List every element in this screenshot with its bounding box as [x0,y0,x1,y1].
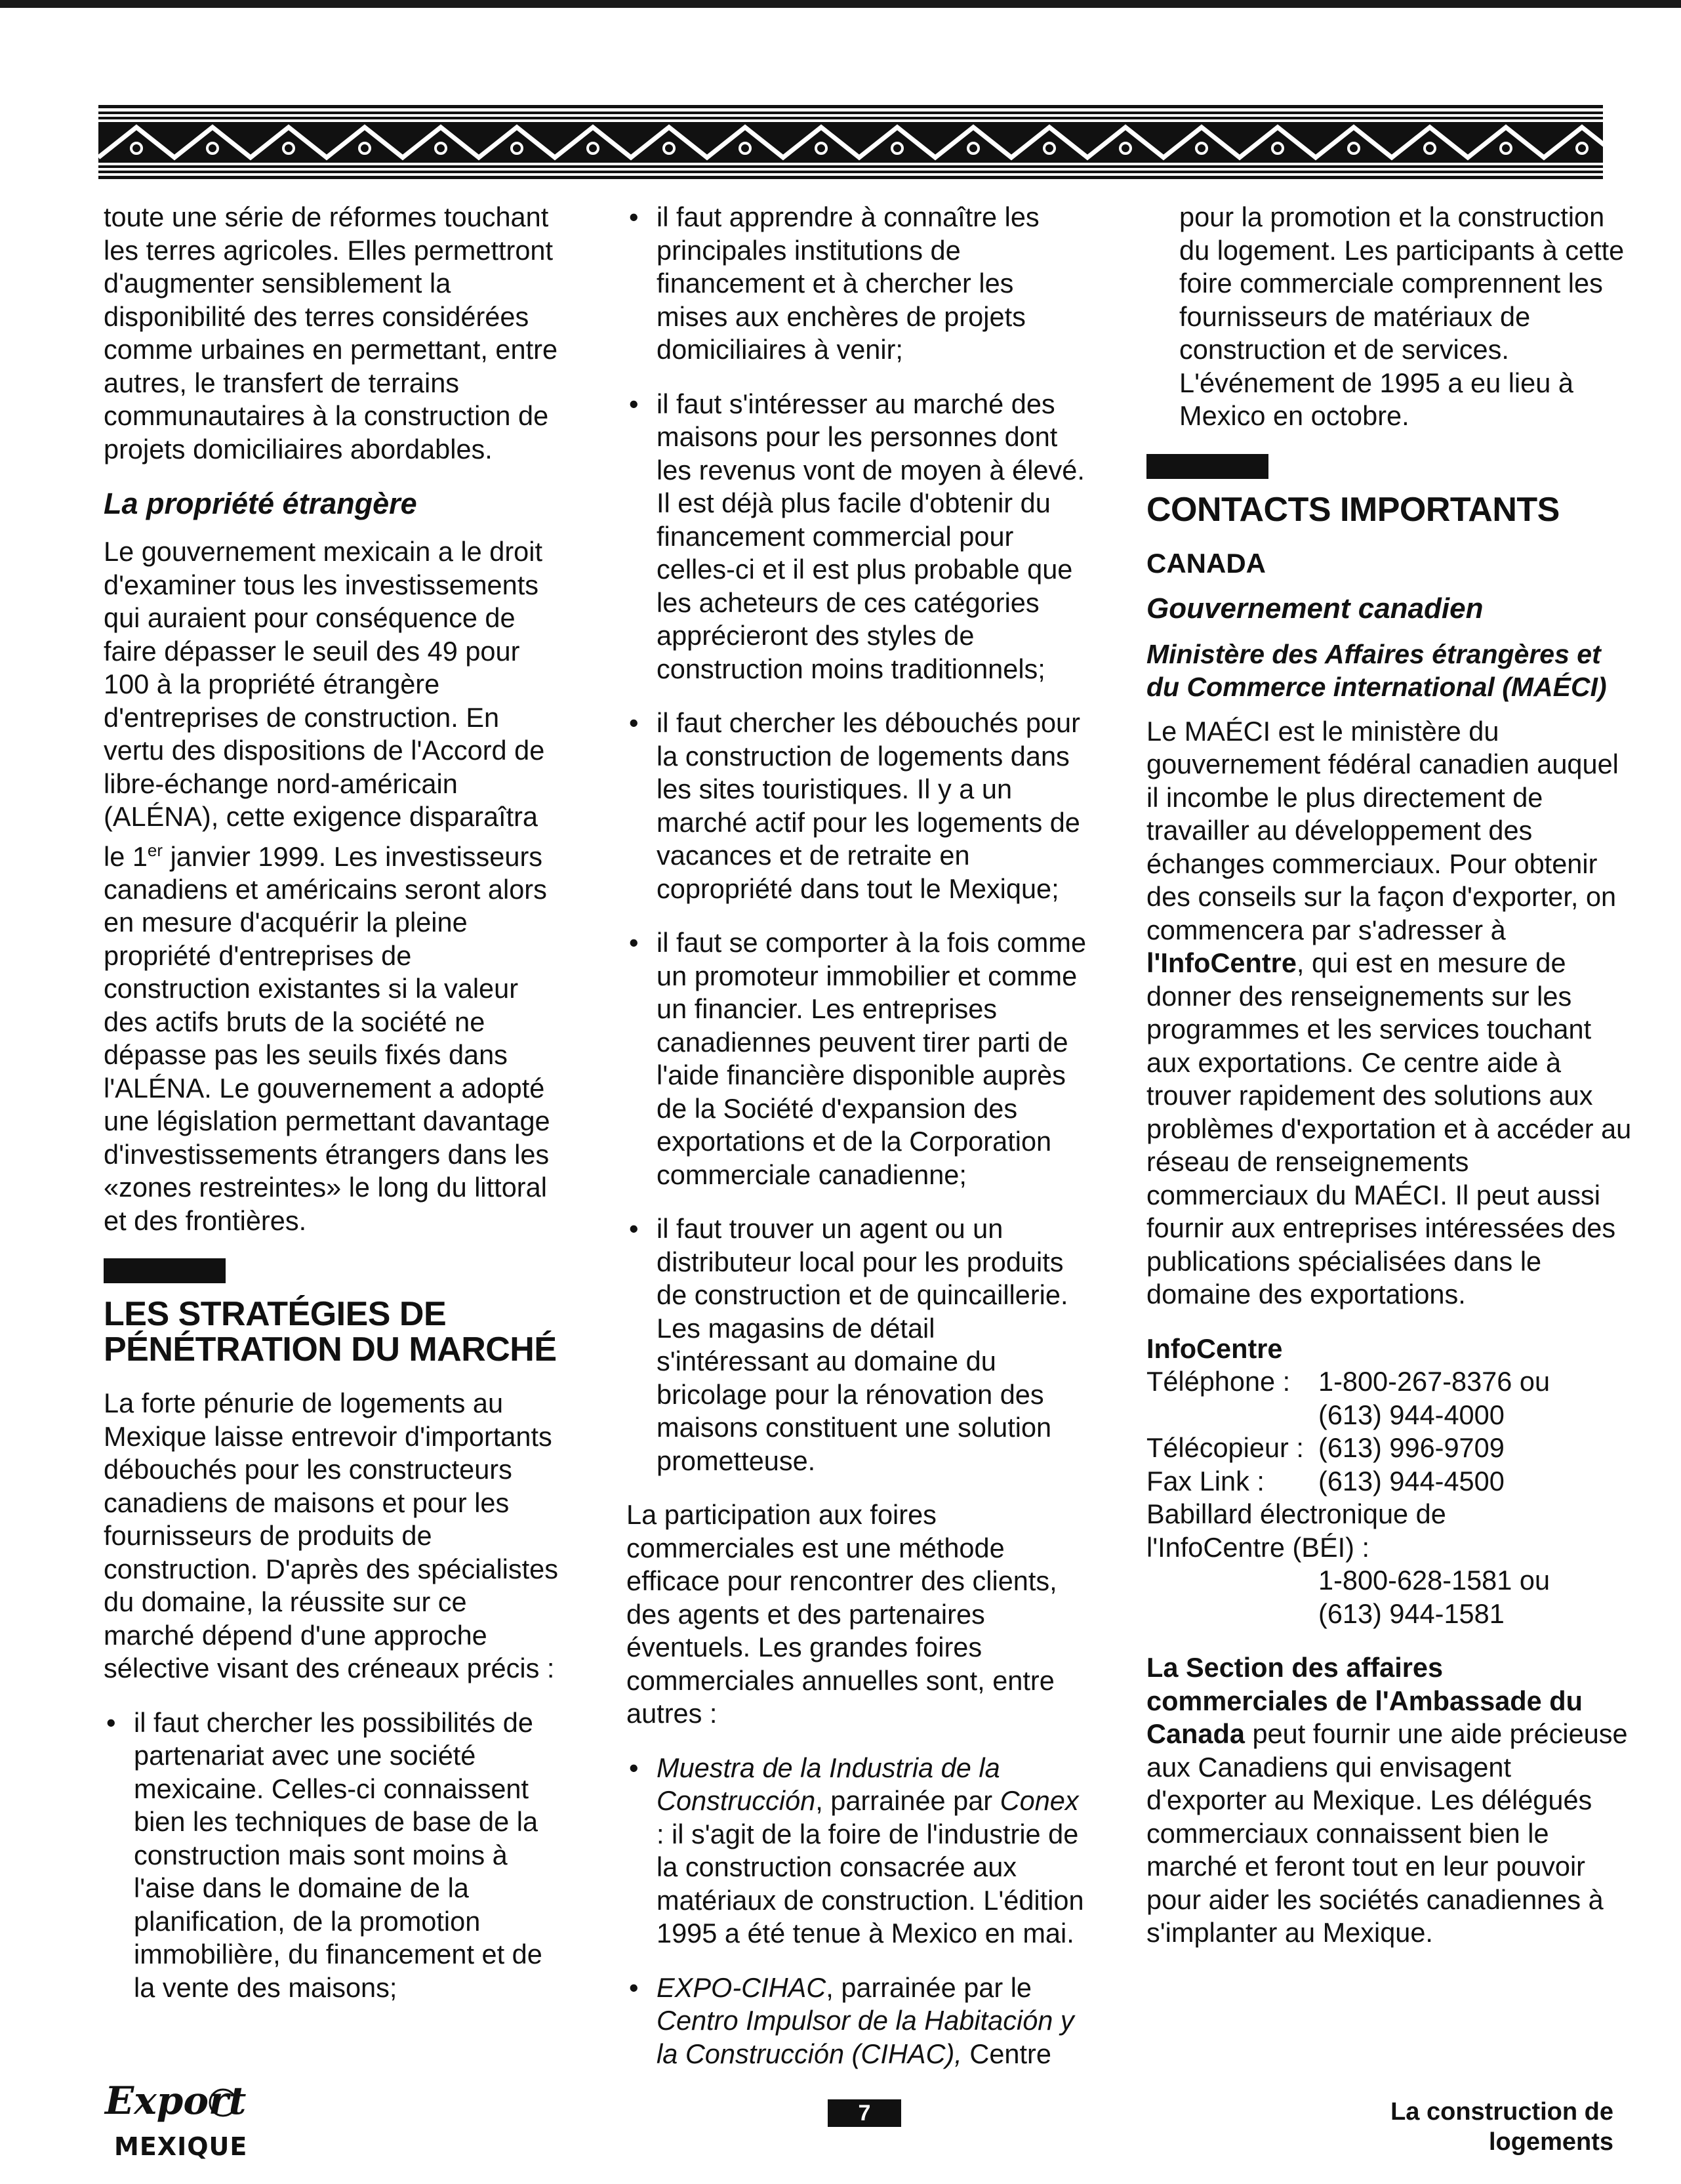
paragraph-gouvernement: Le gouvernement mexicain a le droit d'examiner tous les investissements qui auraient pour conséquence de faire dépasser le seuil des 49 pour 100 à la propriété étrangère d'entreprises de construction. En vertu des dispositions de l'Accord de libre-échange nord-américain (ALÉNA), cette exigence disparaîtra le 1er janvier 1999. Les investisseurs canadiens et américains seront alors en mesure d'acquérir la pleine propriété d'entreprises de construction existantes si la valeur des actifs bruts de la société ne dépasse pas les seuils fixés dans l'ALÉNA. Le gouvernement a adopté une législation permettant davantage d'investissements étrangers dans les «zones restreintes» le long du littoral et des frontières. [104,536,550,1236]
list-item: • il faut s'intéresser au marché des maisons pour les personnes dont les revenus vont de moyen à élevé. Il est déjà plus facile d'obtenir du financement commercial pour celles-ci et il est plus probable que les acheteurs de ces catégories apprécieront des styles de construction moins traditionnels; [626,388,1089,686]
paragraph-maeci: Le MAÉCI est le ministère du gouvernement fédéral canadien auquel il incombe le plus directement de travailler au développement des échanges commerciaux. Pour obtenir des conseils sur la façon d'exporter, on commencera par s'adresser à l'InfoCentre, qui est en mesure de donner des renseignements sur les programmes et les services touchant aux exportations. Ce centre aide à trouver rapidement des solutions aux problèmes d'exportation et à accéder au réseau de renseignements commerciaux du MAÉCI. Il peut aussi fournir aux entreprises intéressées des publications spécialisées dans le domaine des exportations. [1146,715,1632,1309]
page-number: 7 [828,2099,901,2127]
list-item: • Muestra de la Industria de la Construcción, parrainée par Conex : il s'agit de la foire de l'industrie de la construction consacrée aux matériaux de construction. L'édition 1995 a été tenue à Mexico en mai. [626,1752,1089,1950]
section-marker-bar [1146,454,1268,479]
phone-number: 1-800-267-8376 ou [1318,1366,1550,1397]
heading-strategies: LES STRATÉGIES DE PÉNÉTRATION DU MARCHÉ [104,1295,557,1369]
decorative-zigzag-banner [98,105,1603,180]
section-marker-bar [104,1258,226,1283]
list-item: • il faut se comporter à la fois comme un promoteur immobilier et comme un financier. Les entreprises canadiennes peuvent tirer parti de l'aide financière disponible auprès de la Société d'expansion des exportations et de la Corporation commerciale canadienne; [626,926,1089,1191]
list-item: • EXPO-CIHAC, parrainée par le Centro Impulsor de la Habitación y la Construcción (CIHAC), Centre [626,1971,1089,2071]
heading-maeci: Ministère des Affaires étrangères et du Commerce international (MAÉCI) [1146,638,1607,702]
trade-fair-list [626,1752,1089,2071]
list-item: • il faut trouver un agent ou un distributeur local pour les produits de construction et de quincaillerie. Les magasins de détail s'intéressant au domaine du bricolage pour la rénovation des maisons constituent une solution prometteuse. [626,1212,1089,1477]
faxlink-number: (613) 944-4500 [1318,1465,1505,1496]
bbs-label-2: l'InfoCentre (BÉI) : [1146,1531,1370,1563]
infocentre-title: InfoCentre [1146,1332,1283,1364]
paragraph-foires: La participation aux foires commerciales est une méthode efficace pour rencontrer des clients, des agents et des partenaires éventuels. Les grandes foires commerciales annuelles sont, entre autres : [626,1499,1057,1729]
bbs-number: 1-800-628-1581 ou [1318,1565,1550,1596]
paragraph-reformes: toute une série de réformes touchant les terres agricoles. Elles permettront d'augmenter sensiblement la disponibilité des terres considérées comme urbaines en permettant, entre autres, le transfert de terrains communautaires à la construction de projets domiciliaires abordables. [104,201,558,464]
paragraph-section-affaires: La Section des affaires commerciales de l'Ambassade du Canada peut fournir une aide précieuse aux Canadiens qui envisagent d'exporter au Mexique. Les délégués commerciaux connaissent bien le marché et feront tout en leur pouvoir pour aider les sociétés canadiennes à s'implanter au Mexique. [1146,1652,1628,1948]
list-item: • il faut apprendre à connaître les principales institutions de financement et à chercher les mises aux enchères de projets domiciliaires à venir; [626,201,1089,367]
paragraph-penurie: La forte pénurie de logements au Mexique laisse entrevoir d'importants débouchés pour les constructeurs canadiens de maisons et pour les fournisseurs de produits de construction. D'après des spécialistes du domaine, la réussite sur ce marché dépend d'une approche sélective visant des créneaux précis : [104,1388,558,1684]
footer-title: La construction de logements [1390,2098,1613,2156]
svg-text:MEXIQUE: MEXIQUE [114,2132,248,2161]
column-left [104,201,563,2025]
heading-canada: CANADA [1146,547,1266,579]
phone-label: Téléphone : [1146,1366,1291,1397]
strategy-list-continued [626,201,1089,1477]
column-right [1146,201,1632,1971]
fax-label: Télécopieur : [1146,1432,1304,1463]
infocentre-contact-block [1146,1332,1632,1631]
column-middle [626,201,1089,2091]
heading-propriete-etrangere: La propriété étrangère [104,487,417,520]
heading-gouvernement-canadien: Gouvernement canadien [1146,592,1484,625]
svg-text:Export: Export [105,2078,247,2123]
phone-number-alt: (613) 944-4000 [1318,1399,1505,1430]
fax-number: (613) 996-9709 [1318,1432,1505,1463]
export-mexique-logo [98,2073,249,2165]
bbs-label: Babillard électronique de [1146,1498,1446,1529]
bbs-number-alt: (613) 944-1581 [1318,1597,1505,1629]
strategy-list [104,1706,563,2005]
paragraph-expo-cihac-continued: pour la promotion et la construction du logement. Les participants à cette foire commerciale comprennent les fournisseurs de matériaux de construction et de services. L'événement de 1995 a eu lieu à Mexico en octobre. [1179,201,1625,431]
heading-contacts-importants: CONTACTS IMPORTANTS [1146,490,1560,529]
list-item: • il faut chercher les débouchés pour la construction de logements dans les sites touristiques. Il y a un marché actif pour les logements de vacances et de retraite en copropriété dans tout le Mexique; [626,707,1089,905]
faxlink-label: Fax Link : [1146,1465,1265,1496]
top-scan-border [0,0,1681,8]
list-item: • il faut chercher les possibilités de partenariat avec une société mexicaine. Celles-ci connaissent bien les techniques de base de la construction mais sont moins à l'aise dans le domaine de la planification, de la promotion immobilière, du financement et de la vente des maisons; [104,1706,563,2005]
